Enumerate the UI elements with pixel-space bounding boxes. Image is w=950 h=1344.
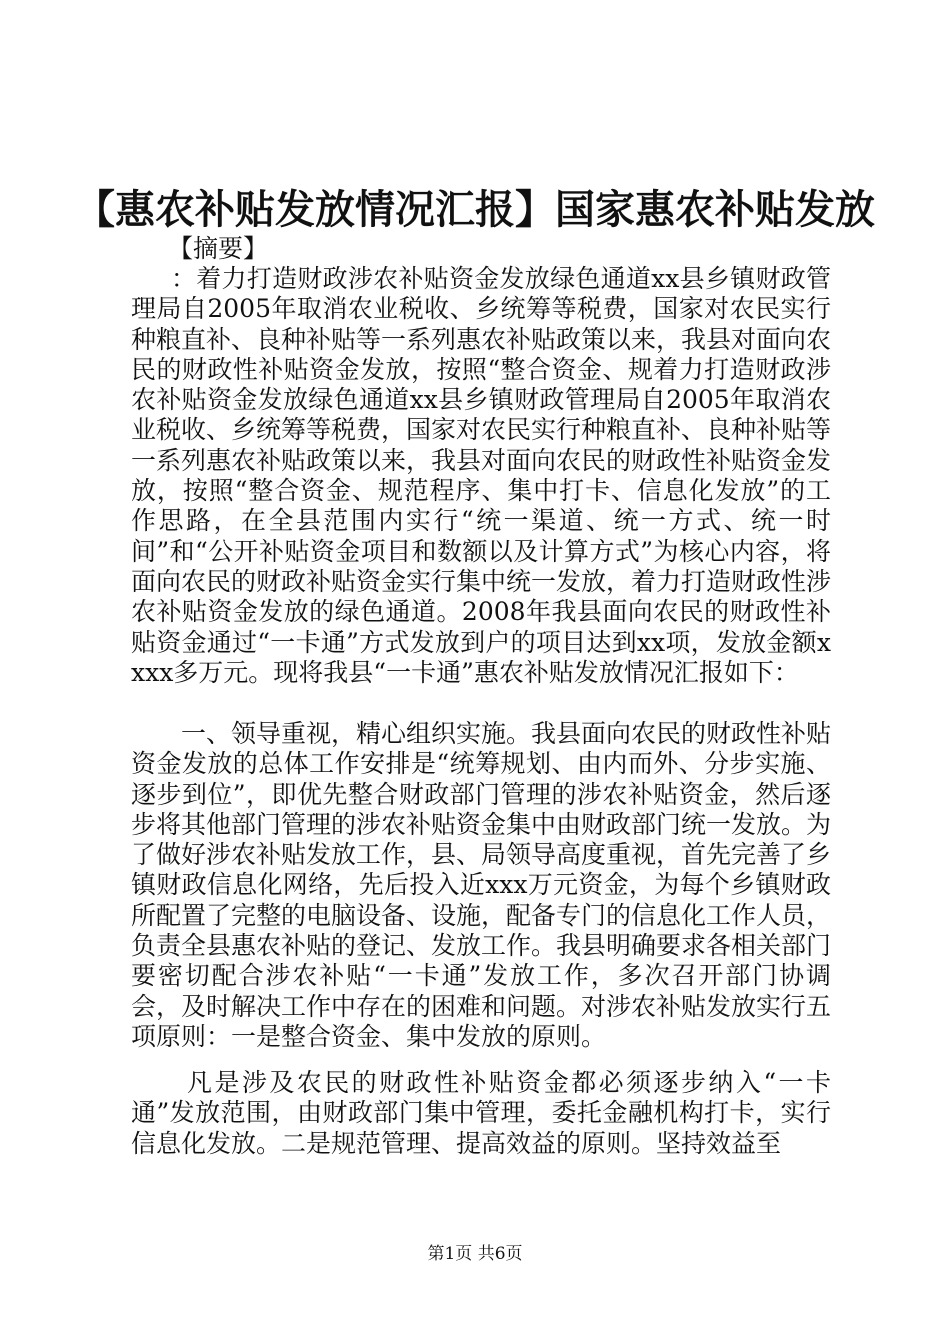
paragraph-abstract: ：着力打造财政涉农补贴资金发放绿色通道xx县乡镇财政管理局自2005年取消农业税收、乡统筹等税费，国家对农民实行种粮直补、良种补贴等一系列惠农补贴政策以来，我县对面向农民的财政性补贴资金发放，按照“整合资金、规着力打造财政涉农补贴资金发放绿色通道xx县乡镇财政管理局自2005年取消农业税收、乡统筹等税费，国家对农民实行种粮直补、良种补贴等一系列惠农补贴政策以来，我县对面向农民的财政性补贴资金发放，按照“整合资金、规范程序、集中打卡、信息化发放”的工作思路，在全县范围内实行“统一渠道、统一方式、统一时间”和“公开补贴资金项目和数额以及计算方式”为核心内容，将面向农民的财政补贴资金实行集中统一发放，着力打造财政性涉农补贴资金发放的绿色通道。2008年我县面向农民的财政性补贴资金通过“一卡通”方式发放到户的项目达到xx项，发放金额xxxx多万元。现将我县“一卡通”惠农补贴发放情况汇报如下： bbox=[131, 264, 832, 687]
document-title: 【惠农补贴发放情况汇报】国家惠农补贴发放 bbox=[75, 186, 875, 233]
page-footer: 第1页 共6页 bbox=[427, 1244, 523, 1264]
paragraph-leadership: 一、领导重视，精心组织实施。我县面向农民的财政性补贴资金发放的总体工作安排是“统筹规划、由内而外、分步实施、逐步到位”，即优先整合财政部门管理的涉农补贴资金，然后逐步将其他部门管理的涉农补贴资金集中由财政部门统一发放。为了做好涉农补贴发放工作，县、局领导高度重视，首先完善了乡镇财政信息化网络，先后投入近xxx万元资金，为每个乡镇财政所配置了完整的电脑设备、设施，配备专门的信息化工作人员，负责全县惠农补贴的登记、发放工作。我县明确要求各相关部门要密切配合涉农补贴“一卡通”发放工作，多次召开部门协调会，及时解决工作中存在的困难和问题。对涉农补贴发放实行五项原则：一是整合资金、集中发放的原则。 bbox=[131, 719, 832, 1051]
paragraph-principles: 凡是涉及农民的财政性补贴资金都必须逐步纳入“一卡通”发放范围，由财政部门集中管理，委托金融机构打卡，实行信息化发放。二是规范管理、提高效益的原则。坚持效益至 bbox=[131, 1068, 831, 1158]
abstract-label: 【摘要】 bbox=[168, 234, 269, 263]
